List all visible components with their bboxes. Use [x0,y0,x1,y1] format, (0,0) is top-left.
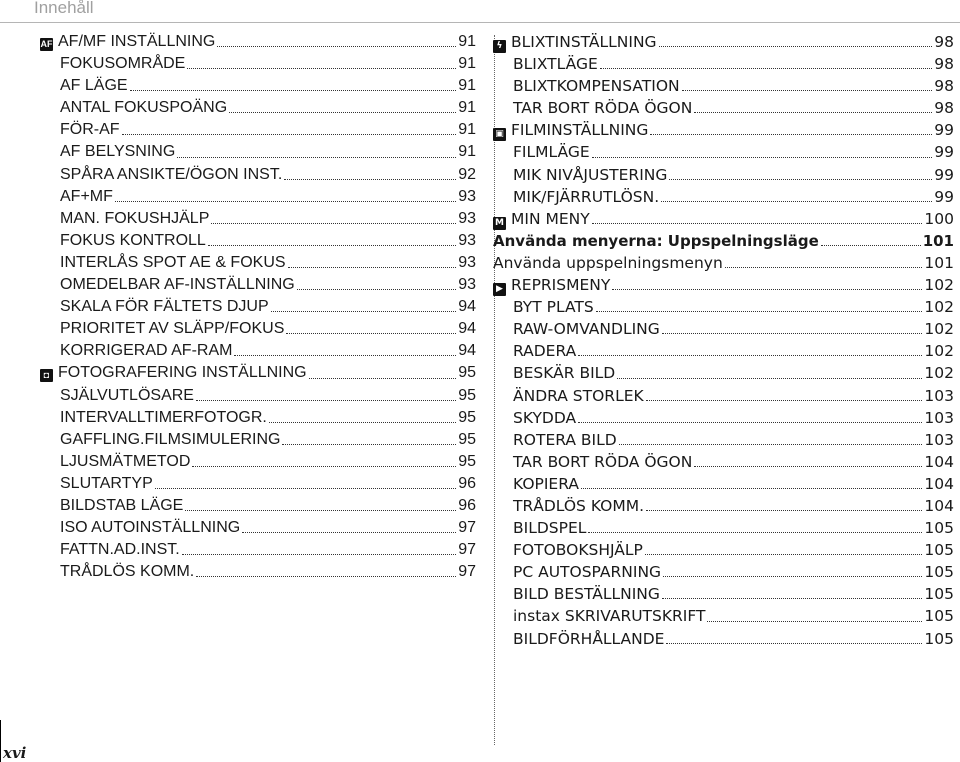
toc-entry[interactable] [60,407,476,429]
toc-entry[interactable] [513,628,954,650]
toc-entry[interactable] [513,451,954,473]
toc-entry-text: FOKUS KONTROLL [60,231,206,249]
dot-leader [115,201,456,202]
toc-entry[interactable] [513,539,954,561]
toc-entry-page: 103 [924,386,954,405]
toc-entry-page: 95 [458,452,476,470]
toc-entry-page: 104 [924,496,954,515]
dot-leader [309,378,457,379]
toc-entry-text: ÄNDRA STORLEK [513,386,644,405]
dot-leader [669,179,932,180]
dot-leader [694,466,922,467]
toc-entry-page: 92 [458,165,476,183]
toc-entry-label [60,252,286,274]
toc-entry[interactable] [60,473,476,495]
dot-leader [650,134,932,135]
toc-entry-page: 98 [934,55,954,74]
toc-entry[interactable] [60,561,476,583]
toc-entry-label [60,451,190,473]
dot-leader [659,46,933,47]
dot-leader [596,311,923,312]
toc-entry-page: 91 [458,77,476,95]
toc-entry[interactable] [513,362,954,384]
toc-entry-label [513,583,660,605]
my-menu-icon: M [493,217,506,230]
toc-entry-label [513,385,644,407]
dot-leader [663,576,922,577]
toc-entry-page: 93 [458,253,476,271]
toc-entry-page: 95 [458,408,476,426]
toc-entry-text: SKYDDA [513,408,577,427]
dot-leader [185,510,456,511]
toc-entry[interactable] [60,274,476,296]
toc-entry-label [513,539,643,561]
toc-entry[interactable] [513,318,954,340]
toc-entry[interactable] [60,230,476,252]
toc-entry-text: RAW-OMVANDLING [513,320,660,339]
toc-entry[interactable] [60,186,476,208]
toc-entry[interactable] [60,385,476,407]
toc-entry-text: FÖR-AF [60,121,120,139]
toc-entry-label [513,495,644,517]
toc-entry-text: instax SKRIVARUTSKRIFT [513,607,706,626]
toc-entry-text: LJUSMÄTMETOD [60,452,191,470]
toc-entry-label [60,407,267,429]
toc-entry-page: 99 [934,143,954,162]
dot-leader [600,68,932,69]
toc-entry-label [513,429,617,451]
playback-icon: ▶ [493,283,506,296]
toc-entry-page: 105 [924,585,954,604]
toc-entry-label [493,31,657,53]
toc-entry-label [60,119,120,141]
toc-entry-text: FATTN.AD.INST. [60,541,180,559]
toc-entry[interactable] [493,230,954,252]
dot-leader [619,444,923,445]
toc-entry-label [513,186,659,208]
toc-entry-page: 105 [924,563,954,582]
dot-leader [645,554,923,555]
toc-entry-label [60,340,232,362]
toc-entry-label [493,230,819,252]
toc-entry-label [40,31,215,53]
toc-entry[interactable] [60,252,476,274]
toc-entry[interactable] [40,362,476,384]
af-mf-icon: AF [40,39,53,49]
toc-entry-page: 91 [458,121,476,139]
toc-entry-page: 96 [458,496,476,514]
toc-entry-label [513,318,660,340]
toc-entry-label [513,296,594,318]
toc-entry-text: SJÄLVUTLÖSARE [60,386,194,404]
toc-entry-label [60,208,209,230]
toc-entry-text: FOTOBOKSHJÄLP [513,541,643,560]
toc-entry[interactable] [513,75,954,97]
toc-entry-page: 97 [458,519,476,537]
toc-entry-label [513,473,579,495]
toc-entry-text: AF LÄGE [60,77,128,95]
toc-entry-text: BESKÄR BILD [513,364,616,383]
toc-entry-text: FOTOGRAFERING INSTÄLLNING [58,364,307,382]
toc-entry-text: REPRISMENY [511,276,611,295]
toc-entry-label [60,53,185,75]
toc-entry-text: AF+MF [60,187,113,205]
dot-leader [122,134,457,135]
toc-entry[interactable] [493,252,954,274]
toc-entry-label [60,561,194,583]
toc-entry-text: INTERLÅS SPOT AE & FOKUS [60,253,286,271]
toc-entry-page: 93 [458,187,476,205]
toc-entry-text: KOPIERA [513,474,579,493]
toc-entry[interactable] [493,208,954,230]
toc-entry-text: TAR BORT RÖDA ÖGON [513,99,693,118]
toc-entry-label [60,517,240,539]
toc-entry[interactable] [513,340,954,362]
toc-entry-text: SLUTARTYP [60,474,153,492]
page-header [0,0,960,23]
toc-entry-text: FILMLÄGE [513,143,590,162]
toc-entry-text: OMEDELBAR AF-INSTÄLLNING [60,276,295,294]
toc-entry-text: PRIORITET AV SLÄPP/FOKUS [60,320,285,338]
toc-entry-text: ANTAL FOKUSPOÄNG [60,99,228,117]
toc-entry-label [513,362,615,384]
toc-entry-label [513,517,586,539]
toc-entry-label [60,97,227,119]
dot-leader [196,400,456,401]
toc-entry-label [513,605,705,627]
toc-entry-page: 93 [458,276,476,294]
toc-entry-text: TRÅDLÖS KOMM. [513,496,645,515]
toc-entry-text: PC AUTOSPARNING [513,563,662,582]
toc-entry[interactable] [513,495,954,517]
toc-entry-page: 99 [934,165,954,184]
toc-entry-page: 102 [924,298,954,317]
page-number: xvi [3,744,27,762]
toc-entry-label [513,451,692,473]
dot-leader [578,422,922,423]
toc-entry-text: AF BELYSNING [60,143,176,161]
dot-leader [662,333,923,334]
toc-entry[interactable] [513,517,954,539]
dot-leader [177,157,456,158]
toc-entry-page: 100 [924,209,954,228]
toc-entry-page: 95 [458,430,476,448]
dot-leader [217,46,456,47]
dot-leader [271,311,457,312]
toc-entry-label [60,473,153,495]
toc-entry-page: 95 [458,364,476,382]
toc-entry-page: 95 [458,386,476,404]
toc-entry-page: 104 [924,452,954,471]
toc-entry-text: FOKUSOMRÅDE [60,55,186,73]
toc-entry-label [60,318,284,340]
toc-entry-page: 105 [924,541,954,560]
toc-entry-text: Använda uppspelningsmenyn [493,253,723,272]
toc-entry-label [60,429,280,451]
toc-entry-label [60,495,183,517]
toc-entry-text: BLIXTINSTÄLLNING [511,33,657,51]
toc-entry[interactable] [513,407,954,429]
dot-leader [269,422,456,423]
toc-entry[interactable] [60,141,476,163]
toc-entry-text: RADERA [513,342,577,361]
dot-leader [229,112,456,113]
dot-leader [282,444,456,445]
dot-leader [234,355,456,356]
toc-entry[interactable] [513,429,954,451]
toc-entry-text: MAN. FOKUSHJÄLP [60,209,210,227]
dot-leader [297,289,456,290]
toc-entry[interactable] [513,186,954,208]
column-divider [494,35,495,745]
dot-leader [211,223,456,224]
toc-entry[interactable] [513,473,954,495]
toc-entry[interactable] [513,141,954,163]
toc-entry[interactable] [513,97,954,119]
toc-entry[interactable] [60,517,476,539]
toc-entry[interactable] [513,296,954,318]
dot-leader [588,532,922,533]
toc-entry-label [493,119,648,141]
toc-entry-text: KORRIGERAD AF-RAM [60,342,233,360]
dot-leader [612,289,922,290]
toc-entry-label [513,97,692,119]
dot-leader [187,68,456,69]
toc-entry[interactable] [493,119,954,141]
toc-entry[interactable] [60,97,476,119]
toc-entry-label [513,75,680,97]
toc-entry-text: SPÅRA ANSIKTE/ÖGON INST. [60,165,283,183]
toc-entry-page: 99 [934,187,954,206]
toc-entry-text: SKALA FÖR FÄLTETS DJUP [60,298,269,316]
toc-entry-page: 98 [934,99,954,118]
toc-entry-page: 98 [934,77,954,96]
dot-leader [155,488,456,489]
toc-entry-text: TRÅDLÖS KOMM. [60,563,195,581]
toc-entry-text: BILDFÖRHÅLLANDE [513,629,665,648]
toc-entry-text: AF/MF INSTÄLLNING [58,33,216,50]
toc-entry-text: GAFFLING.FILMSIMULERING [60,430,281,448]
toc-entry-page: 91 [458,55,476,73]
dot-leader [581,488,922,489]
dot-leader [661,201,932,202]
toc-entry-text: ISO AUTOINSTÄLLNING [60,519,241,537]
dot-leader [725,267,923,268]
toc-entry-page: 102 [924,364,954,383]
toc-entry[interactable] [513,53,954,75]
toc-entry[interactable] [40,31,476,53]
toc-entry-label [60,141,175,163]
toc-entry-page: 91 [458,99,476,117]
toc-entry-text: FILMINSTÄLLNING [511,121,649,140]
toc-entry-text: MIK/FJÄRRUTLÖSN. [513,187,660,206]
dot-leader [192,466,456,467]
toc-entry-page: 104 [924,474,954,493]
toc-entry-text: BILDSPEL [513,519,587,538]
toc-entry-label [513,628,664,650]
toc-entry-label [60,274,295,296]
toc-entry-label [40,362,307,384]
dot-leader [208,245,456,246]
toc-entry[interactable] [60,75,476,97]
toc-entry-label [493,274,610,296]
dot-leader [196,576,456,577]
dot-leader [592,157,933,158]
footer-rule [0,720,1,762]
toc-entry-label [60,164,282,186]
toc-entry-text: BLIXTLÄGE [513,55,598,74]
toc-entry-page: 93 [458,231,476,249]
toc-entry-label [513,141,590,163]
dot-leader [592,223,923,224]
toc-entry[interactable] [60,119,476,141]
toc-entry-page: 91 [458,143,476,161]
toc-entry-text: BLIXTKOMPENSATION [513,77,680,96]
toc-entry-label [60,385,194,407]
toc-entry-text: MIN MENY [511,209,590,228]
flash-icon: ϟ [493,40,506,53]
dot-leader [666,643,922,644]
toc-entry-label [60,75,128,97]
toc-entry-label [60,186,113,208]
header-title: Innehåll [34,0,94,17]
toc-entry[interactable] [60,495,476,517]
toc-entry-label [60,230,206,252]
toc-entry[interactable] [513,583,954,605]
toc-entry[interactable] [493,274,954,296]
dot-leader [662,598,923,599]
toc-left-column [40,31,476,583]
toc-entry-text: TAR BORT RÖDA ÖGON [513,452,693,471]
dot-leader [646,400,923,401]
toc-entry[interactable] [60,164,476,186]
dot-leader [242,532,456,533]
toc-entry-page: 103 [924,408,954,427]
toc-entry-text: BILD BESTÄLLNING [513,585,660,604]
toc-entry[interactable] [513,164,954,186]
toc-right-column [493,31,954,650]
dot-leader [646,510,922,511]
toc-entry-label [513,561,661,583]
toc-entry-page: 105 [924,519,954,538]
toc-entry[interactable] [60,208,476,230]
toc-entry-page: 101 [924,253,954,272]
toc-entry-text: BILDSTAB LÄGE [60,496,184,514]
toc-entry-page: 97 [458,541,476,559]
toc-entry-text: ROTERA BILD [513,430,617,449]
toc-entry-text: INTERVALLTIMERFOTOGR. [60,408,267,426]
dot-leader [707,621,922,622]
toc-entry-label [60,296,269,318]
dot-leader [288,267,457,268]
toc-entry-page: 102 [924,342,954,361]
dot-leader [682,90,933,91]
toc-entry-label [513,53,598,75]
camera-icon: ◘ [40,369,53,382]
toc-entry-page: 94 [458,342,476,360]
movie-icon: ▣ [493,128,506,141]
dot-leader [694,112,932,113]
toc-entry-page: 94 [458,320,476,338]
dot-leader [182,554,456,555]
toc-entry[interactable] [513,385,954,407]
toc-entry-text: MIK NIVÅJUSTERING [513,165,668,184]
toc-entry-label [493,252,723,274]
toc-entry-text: Använda menyerna: Uppspelningsläge [493,231,819,250]
dot-leader [130,90,457,91]
toc-entry[interactable] [60,539,476,561]
toc-entry-label [513,340,576,362]
toc-entry[interactable] [60,429,476,451]
toc-entry-page: 93 [458,209,476,227]
dot-leader [578,355,922,356]
toc-entry[interactable] [513,605,954,627]
toc-entry[interactable] [60,451,476,473]
toc-entry-page: 102 [924,320,954,339]
toc-entry[interactable] [60,53,476,75]
toc-entry-page: 98 [934,33,954,51]
dot-leader [286,333,456,334]
toc-entry[interactable] [60,340,476,362]
toc-entry[interactable] [60,296,476,318]
toc-entry[interactable] [493,31,954,53]
toc-entry-label [60,539,180,561]
toc-entry-text: BYT PLATS [513,298,594,317]
toc-entry-label [513,164,667,186]
toc-entry-page: 96 [458,474,476,492]
toc-entry-page: 101 [922,231,954,250]
toc-entry-page: 105 [924,607,954,626]
toc-entry-label [513,407,576,429]
toc-entry-page: 94 [458,298,476,316]
toc-entry-page: 102 [924,276,954,295]
toc-entry-page: 97 [458,563,476,581]
dot-leader [617,378,922,379]
toc-entry-label [493,208,590,230]
toc-entry[interactable] [60,318,476,340]
toc-entry-page: 99 [934,121,954,140]
toc-entry-page: 103 [924,430,954,449]
dot-leader [821,245,921,246]
dot-leader [284,179,456,180]
toc-entry-page: 105 [924,629,954,648]
toc-entry-page: 91 [458,33,476,50]
toc-entry[interactable] [513,561,954,583]
